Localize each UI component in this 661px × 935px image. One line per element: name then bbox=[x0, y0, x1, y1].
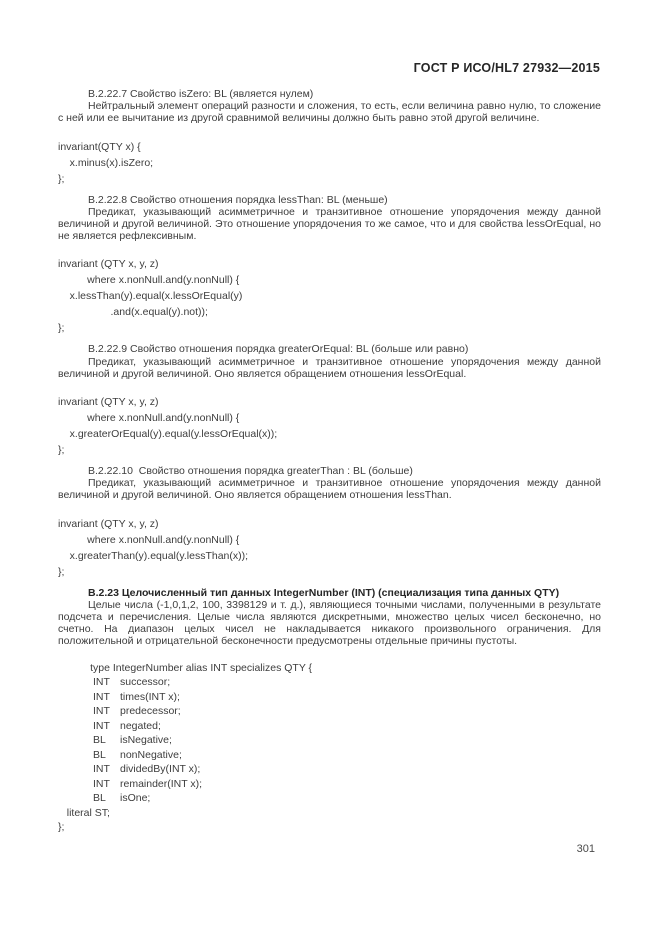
code-keyword: BL bbox=[93, 792, 106, 805]
code-member: dividedBy(INT x); bbox=[120, 763, 201, 776]
code-keyword: BL bbox=[93, 734, 106, 747]
clause-B-2-22-8 bbox=[58, 194, 601, 337]
code-line: x.minus(x).isZero; bbox=[58, 156, 154, 169]
clause-heading: В.2.23 Целочисленный тип данных IntegerNumber (INT) (специализация типа данных QTY) bbox=[88, 586, 560, 599]
code-line: x.greaterOrEqual(y).equal(y.lessOrEqual(x)); bbox=[58, 428, 278, 441]
code-line: }; bbox=[58, 565, 65, 578]
code-keyword: INT bbox=[93, 690, 110, 703]
code-line: }; bbox=[58, 821, 65, 834]
code-line: .and(x.equal(y).not)); bbox=[58, 306, 208, 319]
clause-paragraph: Нейтральный элемент операций разности и сложения, то есть, если величина равно нулю, то сложение с ней или ее вычитание из другой сравнимой величины должно быть равно этой другой величине. bbox=[58, 100, 601, 125]
code-block bbox=[58, 256, 601, 336]
code-line bbox=[58, 719, 601, 734]
code-line: where x.nonNull.and(y.nonNull) { bbox=[58, 274, 240, 287]
code-line: where x.nonNull.and(y.nonNull) { bbox=[58, 533, 240, 546]
code-member: negated; bbox=[120, 719, 161, 732]
running-header: ГОСТ Р ИСО/HL7 27932—2015 bbox=[413, 61, 600, 75]
clause-heading: В.2.22.7 Свойство isZero: BL (является нулем) bbox=[88, 88, 314, 100]
code-keyword: INT bbox=[93, 705, 110, 718]
code-member: nonNegative; bbox=[120, 748, 182, 761]
code-line: x.lessThan(y).equal(x.lessOrEqual(y) bbox=[58, 290, 243, 303]
code-member: successor; bbox=[120, 676, 171, 689]
clause-paragraph: Предикат, указывающий асимметричное и транзитивное отношение упорядочения между данной величиной и другой величиной. Оно является обращением отношения lessOrEqual. bbox=[58, 355, 601, 380]
code-line: invariant (QTY x, y, z) bbox=[58, 517, 159, 530]
clause-paragraph: Предикат, указывающий асимметричное и транзитивное отношение упорядочения между данной величиной и другой величиной. Оно является обращением отношения lessThan. bbox=[58, 477, 601, 502]
code-line bbox=[58, 748, 601, 763]
clause-B-2-22-9 bbox=[58, 343, 601, 458]
code-keyword: INT bbox=[93, 719, 110, 732]
code-keyword: INT bbox=[93, 676, 110, 689]
clause-heading: В.2.22.9 Свойство отношения порядка greaterOrEqual: BL (больше или равно) bbox=[88, 343, 469, 356]
code-line bbox=[58, 733, 601, 748]
code-member: predecessor; bbox=[120, 705, 181, 718]
code-line bbox=[58, 762, 601, 777]
code-line: x.greaterThan(y).equal(y.lessThan(x)); bbox=[58, 549, 249, 562]
clause-B-2-22-7 bbox=[58, 88, 601, 187]
code-line: invariant (QTY x, y, z) bbox=[58, 258, 159, 271]
code-line bbox=[58, 690, 601, 705]
code-member: remainder(INT x); bbox=[120, 777, 203, 790]
code-keyword: INT bbox=[93, 777, 110, 790]
clause-B-2-22-10 bbox=[58, 465, 601, 580]
code-line: invariant (QTY x, y, z) bbox=[58, 396, 159, 409]
code-line: literal ST; bbox=[58, 806, 110, 819]
page-content bbox=[58, 88, 601, 835]
code-member: isNegative; bbox=[120, 734, 172, 747]
code-block bbox=[58, 516, 601, 580]
code-block bbox=[58, 394, 601, 458]
code-line: }; bbox=[58, 444, 65, 457]
code-line bbox=[58, 704, 601, 719]
code-keyword: INT bbox=[93, 763, 110, 776]
code-line bbox=[58, 675, 601, 690]
page-number: 301 bbox=[576, 843, 595, 855]
code-block bbox=[58, 661, 601, 835]
clause-heading: В.2.22.8 Свойство отношения порядка lessThan: BL (меньше) bbox=[88, 193, 388, 206]
code-line: type IntegerNumber alias INT specializes QTY { bbox=[58, 661, 313, 674]
code-line: }; bbox=[58, 172, 65, 185]
clause-B-2-23 bbox=[58, 587, 601, 835]
clause-paragraph: Целые числа (-1,0,1,2, 100, 3398129 и т. д.), являющиеся точными числами, полученными в результате подсчета и перечисления. Целые числа являются дискретными, множество целых чисел бесконечно, но счетно. На диапазон целых чисел не накладывается никакого произвольного ограничения. Для положительной и отрицательной бесконечности предусмотрены отдельные причины пустоты. bbox=[58, 598, 601, 648]
clause-heading: В.2.22.10 Свойство отношения порядка greaterThan : BL (больше) bbox=[88, 465, 413, 478]
code-line bbox=[58, 791, 601, 806]
code-member: isOne; bbox=[120, 792, 151, 805]
code-line: where x.nonNull.and(y.nonNull) { bbox=[58, 412, 240, 425]
code-line bbox=[58, 777, 601, 792]
code-keyword: BL bbox=[93, 748, 106, 761]
code-line: }; bbox=[58, 322, 65, 335]
clause-list bbox=[58, 88, 601, 835]
code-line: invariant(QTY x) { bbox=[58, 140, 141, 153]
code-member: times(INT x); bbox=[120, 690, 180, 703]
code-block bbox=[58, 139, 601, 187]
clause-paragraph: Предикат, указывающий асимметричное и транзитивное отношение упорядочения между данной величиной и другой величиной. Это отношение упорядочения то же самое, что и для свойства lessOrEqual, но не является рефлексивным. bbox=[58, 205, 601, 243]
